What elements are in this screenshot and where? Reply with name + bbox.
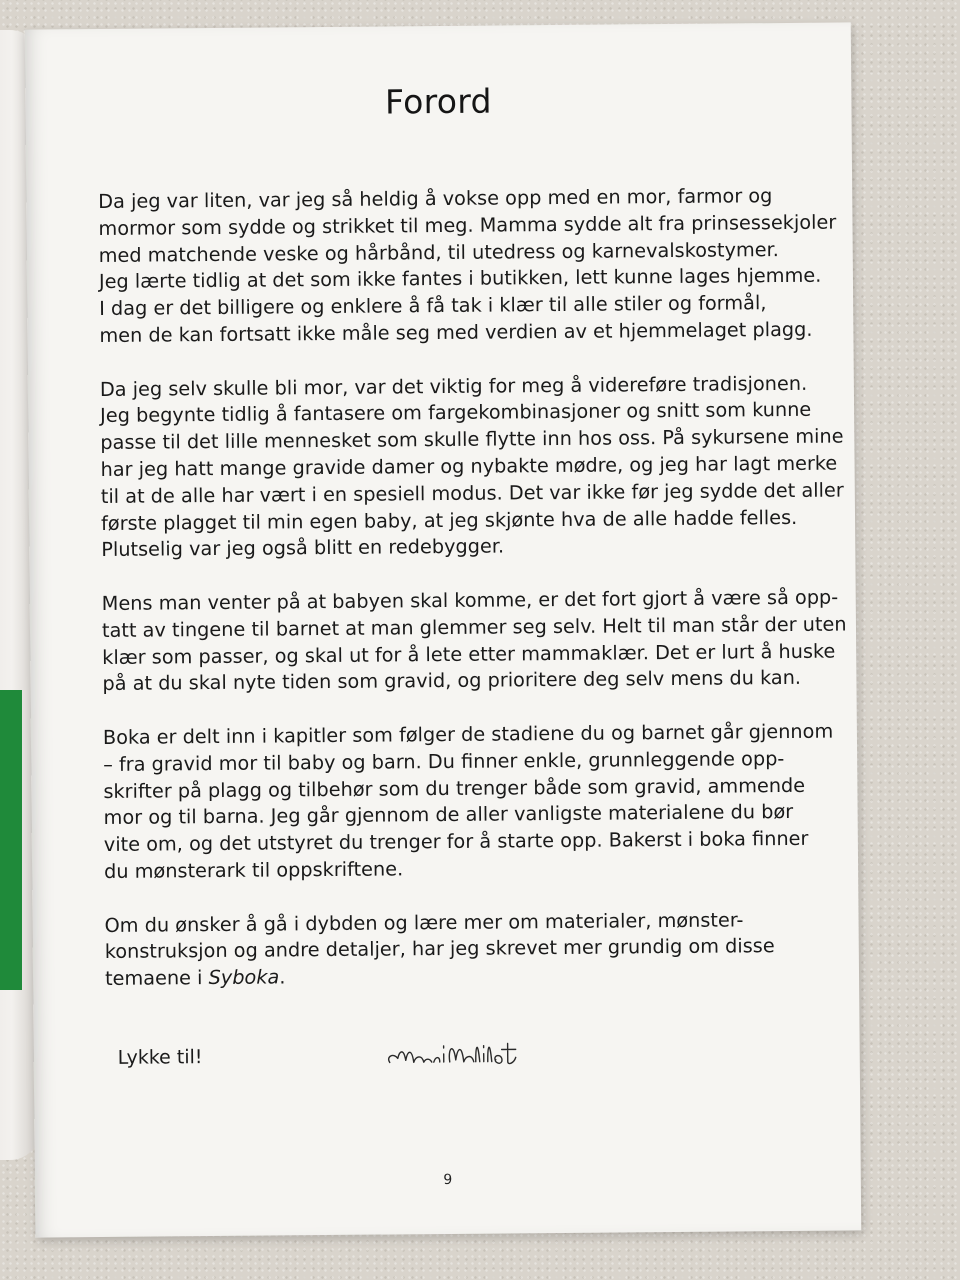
text-line: Plutselig var jeg også blitt en redebygger.	[101, 534, 505, 562]
text-line: klær som passer, og skal ut for å lete etter mammaklær. Det er lurt å huske	[102, 639, 836, 669]
signature-image	[384, 1031, 574, 1073]
page-body	[98, 183, 847, 1020]
text-line: Boka er delt inn i kapitler som følger de stadiene du og barnet går gjennom	[102, 719, 834, 749]
text-line: mor og til barna. Jeg går gjennom de aller vanligste materialene du bør	[103, 800, 794, 830]
text-line: Da jeg selv skulle bli mor, var det viktig for meg å videreføre tradisjonen.	[99, 371, 808, 401]
text-line: skrifter på plagg og tilbehør som du trenger både som gravid, ammende	[103, 773, 806, 803]
text-line: Jeg lærte tidlig at det som ikke fantes i butikken, lett kunne lages hjemme.	[98, 264, 822, 294]
green-cover-edge	[0, 690, 22, 990]
text-line-last	[105, 960, 825, 993]
text-line: passe til det lille mennesket som skulle flytte inn hos oss. På sykursene mine	[100, 424, 844, 455]
paragraph-3	[101, 585, 847, 698]
text-line: Jeg begynte tidlig å fantasere om fargekombinasjoner og snitt som kunne	[100, 398, 812, 428]
page-number: 9	[443, 1171, 453, 1189]
text-line: – fra gravid mor til baby og barn. Du finner enkle, grunnleggende opp-	[103, 746, 785, 776]
text-line: på at du skal nyte tiden som gravid, og prioritere deg selv mens du kan.	[102, 666, 802, 696]
paragraph-4	[102, 719, 834, 886]
text-line: med matchende veske og hårbånd, til utedress og karnevalskostymer.	[98, 237, 779, 267]
text-line: til at de alle har vært i en spesiell modus. Det var ikke før jeg sydde det aller	[100, 478, 844, 508]
text-line: du mønsterark til oppskriftene.	[103, 857, 404, 883]
page-title: Forord	[384, 81, 492, 122]
text-line: vite om, og det utstyret du trenger for å starte opp. Bakerst i boka finner	[103, 826, 809, 857]
book-title-italic: Syboka	[208, 965, 280, 990]
text-line: mormor som sydde og strikket til meg. Mamma sydde alt fra prinsessekjoler	[98, 210, 837, 240]
text-line: tatt av tingene til barnet at man glemmer seg selv. Helt til man står der uten	[101, 612, 847, 642]
paragraph-5	[104, 906, 825, 993]
text-line: Om du ønsker å gå i dybden og lære mer om materialer, mønster-	[104, 907, 744, 937]
text-fragment: temaene i	[104, 966, 209, 991]
closing-text: Lykke til!	[117, 1046, 203, 1069]
text-line: konstruksjon og andre detaljer, har jeg skrevet mer grundig om disse	[104, 934, 775, 964]
text-line: men de kan fortsatt ikke måle seg med verdien av et hjemmelaget plagg.	[99, 317, 813, 347]
text-line: I dag er det billigere og enklere å få tak i klær til alle stiler og formål,	[99, 291, 767, 321]
text-fragment: .	[279, 965, 286, 989]
paragraph-2	[99, 370, 844, 564]
text-line: Mens man venter på at babyen skal komme, er det fort gjort å være så opp-	[101, 585, 839, 615]
book-page	[25, 22, 862, 1237]
paragraph-1	[98, 183, 837, 350]
text-line: har jeg hatt mange gravide damer og nybakte mødre, og jeg har lagt merke	[100, 451, 838, 481]
signature-stroke	[389, 1043, 516, 1064]
text-line: første plagget til min egen baby, at jeg skjønte hva de alle hadde felles.	[100, 505, 798, 535]
text-line: Da jeg var liten, var jeg så heldig å vokse opp med en mor, farmor og	[98, 184, 773, 213]
